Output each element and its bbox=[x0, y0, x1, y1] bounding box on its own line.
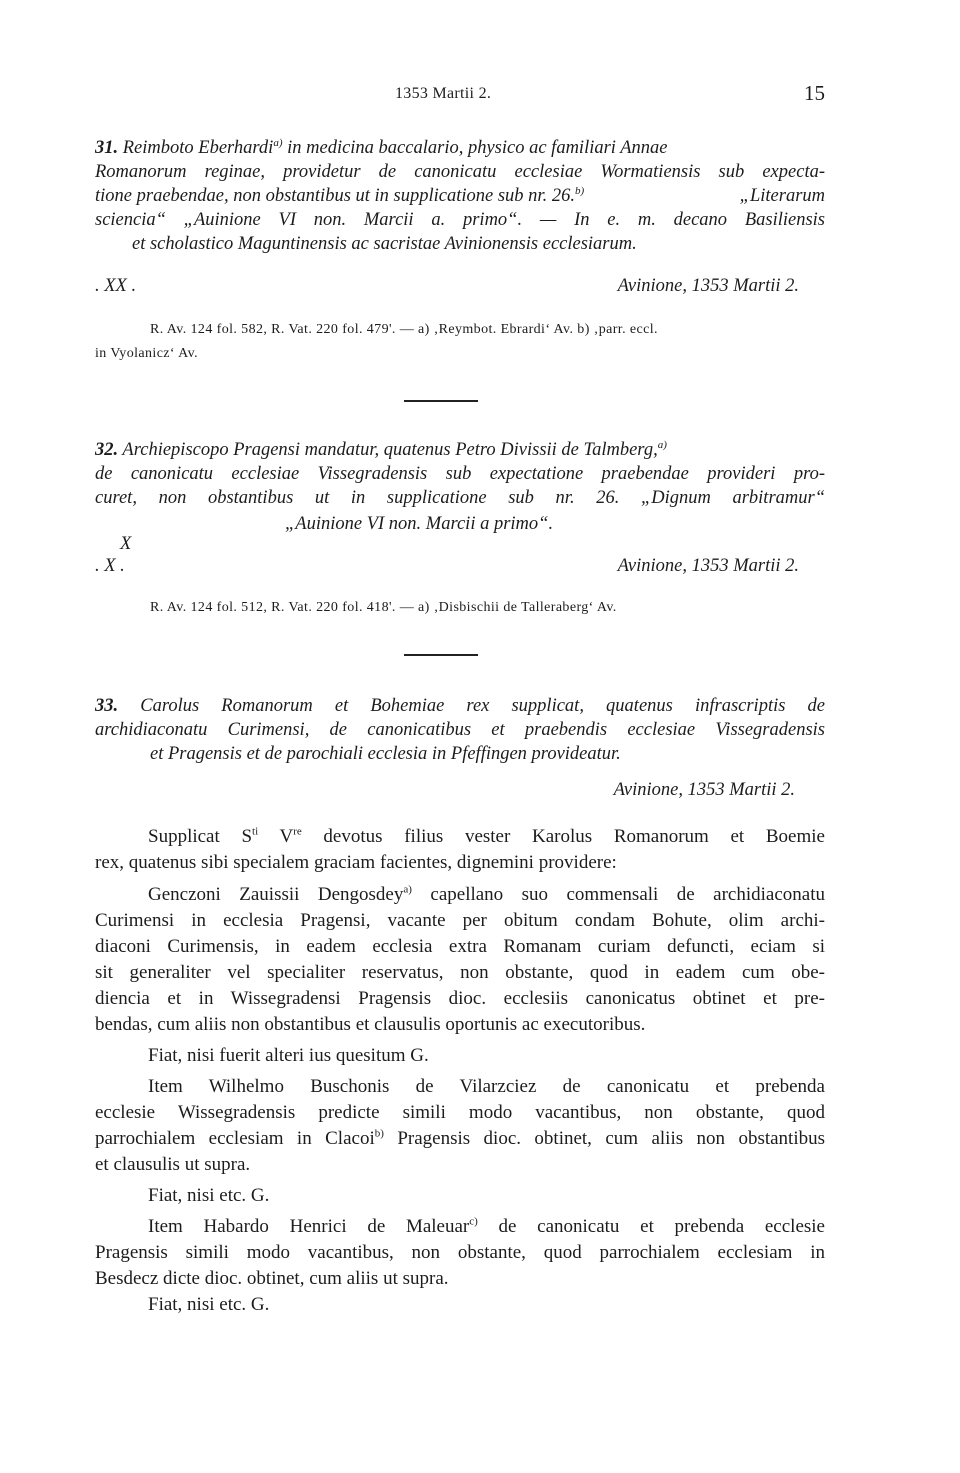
entry-31-note-2: in Vyolanicz‘ Av. bbox=[95, 346, 198, 361]
entry-32-line-3: curet, non obstantibus ut in supplicatione sub nr. 26. „Dignum arbitramur“ bbox=[95, 488, 825, 508]
body-line-7: diencia et in Wissegradensi Pragensis dioc. ecclesiis canonicatus obtinet et pre- bbox=[95, 988, 825, 1009]
entry-number: 32. bbox=[95, 440, 119, 460]
footnote-mark: a) bbox=[657, 438, 667, 451]
date-place: Avinione, 1353 Martii 2. bbox=[617, 276, 799, 296]
body-line-5: diaconi Curimensis, in eadem ecclesia extra Romanam curiam defuncti, eciam si bbox=[95, 936, 825, 957]
body-line-8: bendas, cum aliis non obstantibus et clausulis oportunis ac executoribus. bbox=[95, 1014, 646, 1035]
footnote-mark: a) bbox=[273, 136, 283, 149]
body-text: Supplicat S bbox=[148, 826, 253, 847]
superscript: ti bbox=[252, 825, 259, 838]
entry-number: 31. bbox=[95, 138, 119, 158]
running-header bbox=[95, 81, 825, 115]
body-text: de canonicatu et prebenda ecclesie bbox=[498, 1216, 825, 1237]
body-text: Item Habardo Henrici de Maleuar bbox=[148, 1216, 470, 1237]
entry-31-line-5: et scholastico Maguntinensis ac sacristae Avinionensis ecclesiarum. bbox=[132, 234, 637, 254]
footnote-mark: b) bbox=[374, 1127, 384, 1140]
body-line-14: Fiat, nisi etc. G. bbox=[148, 1185, 270, 1206]
entry-31-tax-date bbox=[95, 276, 825, 297]
footnote-mark: c) bbox=[469, 1215, 478, 1228]
entry-33-line-1 bbox=[95, 696, 825, 717]
entry-33-line-2: archidiaconatu Curimensi, de canonicatibus et praebendis ecclesiae Vissegradensis bbox=[95, 720, 825, 740]
entry-33-line-3: et Pragensis et de parochiali ecclesia in Pfeffingen provideatur. bbox=[150, 744, 621, 764]
entry-31-line-1 bbox=[95, 138, 825, 159]
entry-32-line-4: „Auinione VI non. Marcii a primo“. bbox=[285, 514, 554, 534]
entry-32-line-2: de canonicatu ecclesiae Vissegradensis sub expectatione praebendae provideri pro- bbox=[95, 464, 825, 484]
body-text: Pragensis dioc. obtinet, cum aliis non obstantibus bbox=[397, 1128, 826, 1149]
body-text: devotus filius vester Karolus Romanorum et Boemie bbox=[301, 826, 825, 847]
body-line-9: Fiat, nisi fuerit alteri ius quesitum G. bbox=[148, 1045, 429, 1066]
entry-text: tione praebendae, non obstantibus ut in supplicatione sub nr. 26. bbox=[95, 186, 575, 206]
tax-mark-top: X bbox=[120, 534, 132, 554]
entry-31-line-4: sciencia“ „Auinione VI non. Marcii a. primo“. — In e. m. decano Basiliensis bbox=[95, 210, 825, 230]
body-line-12 bbox=[95, 1128, 825, 1150]
entry-text: Reimboto Eberhardi bbox=[122, 138, 274, 158]
section-divider bbox=[404, 654, 478, 656]
body-line-4: Curimensi in ecclesia Pragensi, vacante per obitum condam Bohute, olim archi- bbox=[95, 910, 825, 931]
tax-mark: . X . bbox=[95, 556, 125, 576]
entry-number: 33. bbox=[95, 696, 119, 716]
date-place: Avinione, 1353 Martii 2. bbox=[617, 556, 799, 576]
incipit: „Literarum bbox=[739, 186, 825, 206]
superscript: re bbox=[293, 825, 302, 838]
body-text: capellano suo commensali de archidiaconatu bbox=[430, 884, 825, 905]
entry-text: in medicina baccalario, physico ac familiari Annae bbox=[287, 138, 668, 158]
header-title: 1353 Martii 2. bbox=[395, 85, 492, 102]
tax-mark: . XX . bbox=[95, 276, 137, 296]
body-line-18: Fiat, nisi etc. G. bbox=[148, 1294, 270, 1315]
body-line-11: ecclesie Wissegradensis predicte simili modo vacantibus, non obstante, quod bbox=[95, 1102, 825, 1123]
body-line-15 bbox=[148, 1216, 825, 1238]
body-line-13: et clausulis ut supra. bbox=[95, 1154, 251, 1175]
footnote-mark: a) bbox=[403, 883, 412, 896]
body-line-3 bbox=[148, 884, 825, 906]
entry-text: Carolus Romanorum et Bohemiae rex supplicat, quatenus infrascriptis de bbox=[140, 696, 825, 716]
body-line-6: sit generaliter vel specialiter reservatus, non obstante, quod in eadem cum obe- bbox=[95, 962, 825, 983]
body-text: V bbox=[258, 826, 294, 847]
section-divider bbox=[404, 400, 478, 402]
page-number: 15 bbox=[804, 81, 825, 105]
body-line-16: Pragensis simili modo vacantibus, non obstante, quod parrochialem ecclesiam in bbox=[95, 1242, 825, 1263]
entry-32-line-1 bbox=[95, 440, 825, 461]
entry-31-line-3 bbox=[95, 186, 825, 207]
footnote-mark: b) bbox=[574, 184, 585, 197]
body-line-1 bbox=[148, 826, 825, 848]
body-line-10: Item Wilhelmo Buschonis de Vilarzciez de canonicatu et prebenda bbox=[148, 1076, 825, 1097]
body-line-17: Besdecz dicte dioc. obtinet, cum aliis ut supra. bbox=[95, 1268, 449, 1289]
entry-text: Archiepiscopo Pragensi mandatur, quatenus Petro Divissii de Talmberg, bbox=[122, 440, 658, 460]
entry-32-tax-date bbox=[95, 556, 825, 577]
body-text: parrochialem ecclesiam in Clacoi bbox=[95, 1128, 375, 1149]
entry-33-date: Avinione, 1353 Martii 2. bbox=[613, 780, 795, 800]
body-text: Genczoni Zauissii Dengosdey bbox=[148, 884, 404, 905]
entry-31-line-2: Romanorum reginae, providetur de canonicatu ecclesiae Wormatiensis sub expecta- bbox=[95, 162, 825, 182]
entry-32-note-1: R. Av. 124 fol. 512, R. Vat. 220 fol. 418'. — a) ‚Disbischii de Talleraberg‘ Av. bbox=[150, 600, 617, 615]
entry-31-note-1: R. Av. 124 fol. 582, R. Vat. 220 fol. 479'. — a) ‚Reymbot. Ebrardi‘ Av. b) ‚parr. eccl. bbox=[150, 322, 658, 337]
body-line-2: rex, quatenus sibi specialem graciam facientes, dignemini providere: bbox=[95, 852, 617, 873]
